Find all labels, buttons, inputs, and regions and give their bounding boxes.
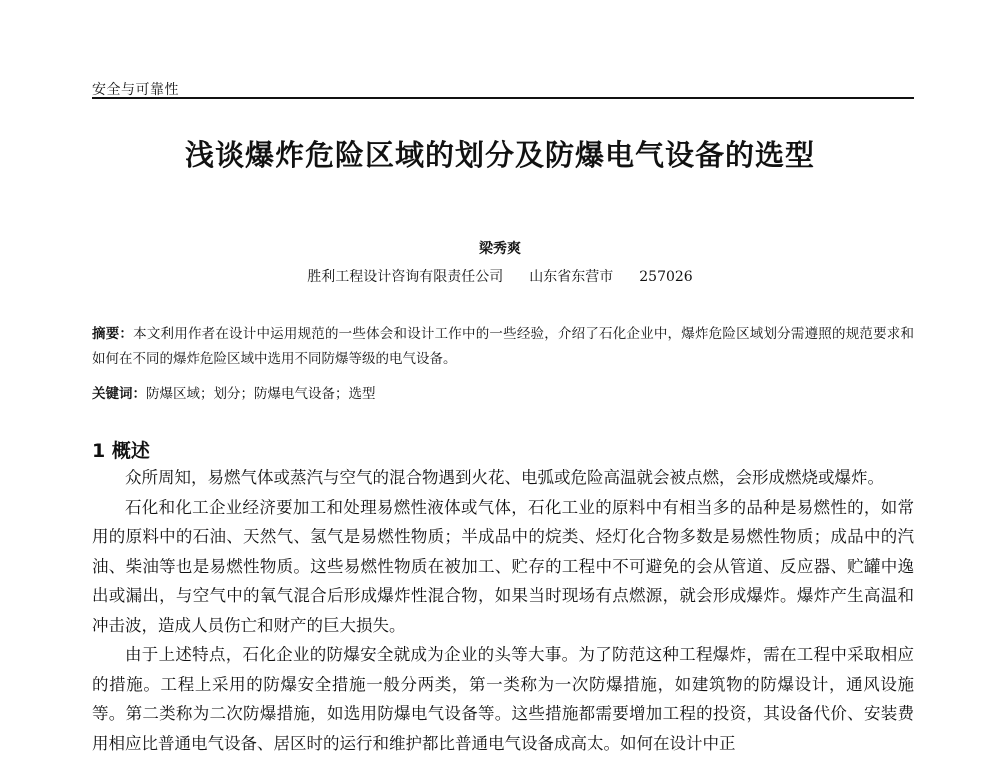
journal-section-label: 安全与可靠性: [92, 82, 179, 98]
keywords-label: 关键词：: [92, 386, 146, 402]
author-name: 梁秀爽: [479, 241, 521, 257]
affiliation-location: 山东省东营市: [529, 269, 614, 285]
body-paragraph: 众所周知，易燃气体或蒸汽与空气的混合物遇到火花、电弧或危险高温就会被点燃，会形成燃烧或爆炸。: [125, 468, 884, 487]
keywords: [92, 382, 914, 402]
affiliation-organization: 胜利工程设计咨询有限责任公司: [307, 269, 504, 285]
author-affiliation: [0, 266, 1000, 286]
section-body: [92, 463, 914, 758]
section-heading: 1 概述: [92, 440, 150, 462]
abstract: [92, 322, 914, 372]
paper-title: 浅谈爆炸危险区域的划分及防爆电气设备的选型: [184, 138, 815, 172]
body-paragraph: 由于上述特点，石化企业的防爆安全就成为企业的头等大事。为了防范这种工程爆炸，需在工程中采取相应的措施。工程上采用的防爆安全措施一般分两类，第一类称为一次防爆措施，如建筑物的防爆设计，通风设施等。第二类称为二次防爆措施，如选用防爆电气设备等。这些措施都需要增加工程的投资，其设备代价、安装费用相应比普通电气设备、居区时的运行和维护都比普通电气设备成高太。如何在设计中正: [92, 645, 914, 753]
keywords-text: 防爆区域；划分；防爆电气设备；选型: [146, 386, 376, 402]
abstract-text: 本文利用作者在设计中运用规范的一些体会和设计工作中的一些经验，介绍了石化企业中，爆炸危险区域划分需遵照的规范要求和如何在不同的爆炸危险区域中选用不同防爆等级的电气设备。: [92, 326, 915, 367]
abstract-label: 摘要：: [92, 326, 134, 342]
body-paragraph: 石化和化工企业经济要加工和处理易燃性液体或气体，石化工业的原料中有相当多的品种是易燃性的，如常用的原料中的石油、天然气、氢气是易燃性物质；半成品中的烷类、烃灯化合物多数是易燃性物质；成品中的汽油、柴油等也是易燃性物质。这些易燃性物质在被加工、贮存的工程中不可避免的会从管道、反应器、贮罐中逸出或漏出，与空气中的氧气混合后形成爆炸性混合物，如果当时现场有点燃源，就会形成爆炸。爆炸产生高温和冲击波，造成人员伤亡和财产的巨大损失。: [92, 497, 914, 635]
affiliation-postcode: 257026: [639, 269, 693, 285]
header-divider: [92, 97, 914, 99]
